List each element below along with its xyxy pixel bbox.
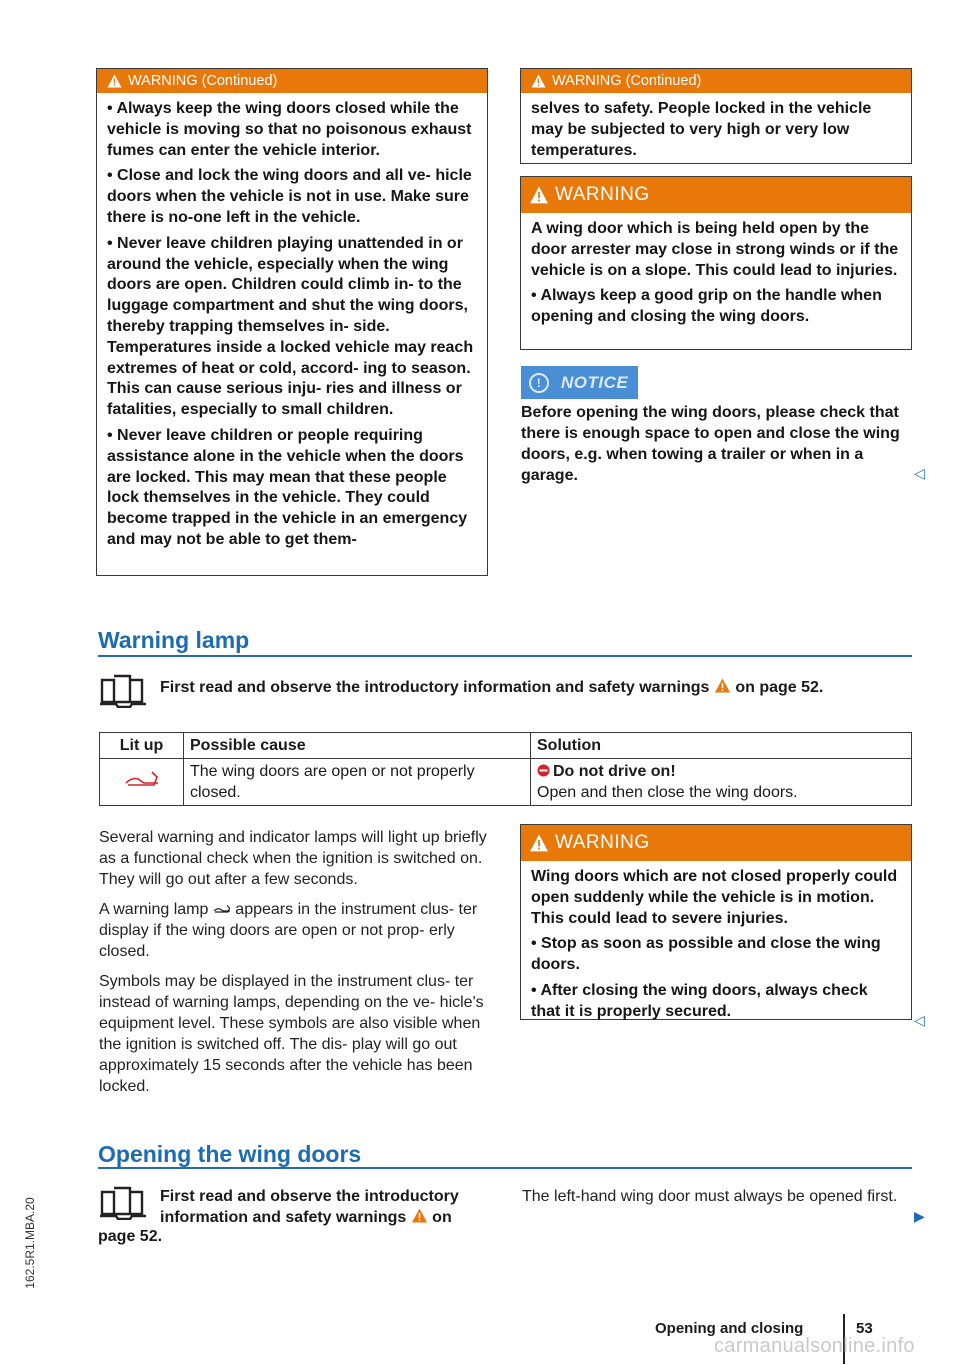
warning-paragraph: • After closing the wing doors, always check that it is properly secured. [531, 981, 868, 1020]
warning-header [521, 177, 911, 213]
warning-triangle-icon [531, 74, 546, 88]
warning-triangle-icon [411, 1208, 428, 1223]
table-header: Solution [531, 733, 912, 759]
solution-bold: Do not drive on! [553, 763, 676, 780]
warning-continued-right-box [520, 68, 912, 164]
table-header-row [100, 733, 912, 759]
section-heading-warning-lamp: Warning lamp [98, 627, 250, 653]
warning-paragraph: • Never leave children playing unattended in or around the vehicle, especially when the wing doors are open. Children could climb in- to the luggage compartment and shut the wing doors, thereby trapping themselves in- side. Temperatures inside a locked vehicle may reach extremes of heat or cold, accord- ing to season. This can cause serious inju- ries and illness or fatalities, especially to small children. [107, 234, 474, 419]
paragraph-part: appears in the instrument clus- ter display if the wing doors are open or not prop- erly closed. [99, 901, 478, 960]
notice-text-content: Before opening the wing doors, please check that there is enough space to open and close the wing doors, e.g. when towing a trailer or when in a garage. [521, 404, 900, 484]
solution-text: Open and then close the wing doors. [537, 784, 798, 801]
warning-body [521, 93, 911, 165]
table-cell [531, 759, 912, 806]
table-row [100, 759, 912, 806]
warning-header-label: WARNING (Continued) [128, 73, 278, 89]
opening-text: The left-hand wing door must always be opened first. [522, 1188, 898, 1205]
warning-header [521, 825, 911, 861]
table-cell-icon [100, 759, 184, 806]
intro-page-link[interactable]: on page 52. [735, 679, 824, 696]
warning-header-label: WARNING [555, 832, 650, 853]
intro-text: First read and observe the introductory information and safety warnings [160, 679, 710, 696]
warning-continued-left-box [96, 68, 488, 576]
warning-body [521, 861, 911, 1027]
warning-motion-box [520, 824, 912, 1020]
intro-text: First read and observe the introductory information and safety warnings [160, 1188, 459, 1226]
warning-paragraph: A wing door which is being held open by the door arrester may close in strong winds or if the vehicle is on a slope. This could lead to injuries. [531, 220, 899, 279]
footer-chapter: Opening and closing [655, 1320, 804, 1337]
end-marker: ◁ [914, 1012, 925, 1028]
intro-reference [98, 1186, 490, 1228]
intro-page-link[interactable]: on [432, 1209, 452, 1226]
warning-paragraph: • Always keep the wing doors closed while the vehicle is moving so that no poisonous exhaust fumes can enter the vehicle interior. [107, 100, 472, 159]
warning-triangle-icon [107, 74, 122, 88]
notice-label: NOTICE [561, 372, 629, 392]
notice-badge [521, 366, 638, 399]
warning-triangle-icon [714, 678, 731, 693]
section-rule [98, 655, 912, 657]
book-icon [98, 1186, 150, 1220]
notice-icon: ! [529, 373, 549, 393]
warning-paragraph: Wing doors which are not closed properly could open suddenly while the vehicle is in motion. This could lead to severe injuries. [531, 868, 898, 927]
watermark: carmanualsonline.info [714, 1335, 915, 1357]
warning-body [521, 213, 911, 332]
warning-paragraph: • Always keep a good grip on the handle when opening and closing the wing doors. [531, 287, 882, 326]
section-rule [98, 1167, 912, 1169]
section-heading-opening: Opening the wing doors [98, 1141, 362, 1167]
warning-body [97, 93, 487, 555]
warning-header [521, 69, 911, 93]
notice-text [521, 402, 901, 486]
warning-lamp-table [99, 732, 912, 806]
paragraph-part: A warning lamp [99, 901, 209, 918]
warning-grip-box [520, 176, 912, 350]
wing-door-icon [124, 769, 160, 789]
table-header: Lit up [100, 733, 184, 759]
paragraph: Symbols may be displayed in the instrument clus- ter instead of warning lamps, depending on the ve- hicle's equipment level. These symbols are also visible when the ignition is switched off. The dis- play will go out approximately 15 seconds after the vehicle has been locked. [99, 973, 484, 1095]
side-code: 162.5R1.MBA.20 [23, 1196, 37, 1289]
table-header: Possible cause [184, 733, 531, 759]
end-marker: ◁ [914, 465, 925, 481]
continue-marker: ▶ [914, 1208, 925, 1224]
warning-paragraph: • Stop as soon as possible and close the wing doors. [531, 935, 881, 974]
warning-header-label: WARNING (Continued) [552, 73, 702, 89]
warning-paragraph: • Never leave children or people requiring assistance alone in the vehicle when the doors are locked. This may mean that these people lock themselves in the vehicle. They could become trapped in the vehicle in an emergency and may not be able to get them- [107, 426, 468, 548]
footer-page-number: 53 [856, 1320, 873, 1337]
paragraph: Several warning and indicator lamps will light up briefly as a functional check when the ignition is switched on. They will go out after a few seconds. [99, 829, 487, 888]
warning-header-label: WARNING [555, 184, 650, 205]
stop-icon [537, 764, 550, 777]
intro-page-link[interactable]: page 52. [98, 1228, 163, 1245]
warning-header [97, 69, 487, 93]
table-cell: The wing doors are open or not properly closed. [184, 759, 531, 806]
intro-reference [98, 674, 908, 708]
book-icon [98, 674, 150, 708]
warning-triangle-icon [529, 834, 549, 852]
paragraph [99, 899, 491, 962]
warning-lamp-text [99, 827, 491, 1106]
wing-door-icon [213, 904, 231, 914]
warning-triangle-icon [529, 186, 549, 204]
warning-paragraph: • Close and lock the wing doors and all ve- hicle doors when the vehicle is not in use. Make sure there is no-one left in the vehicle. [107, 167, 472, 226]
warning-paragraph: selves to safety. People locked in the vehicle may be subjected to very high or very low temperatures. [531, 100, 872, 159]
